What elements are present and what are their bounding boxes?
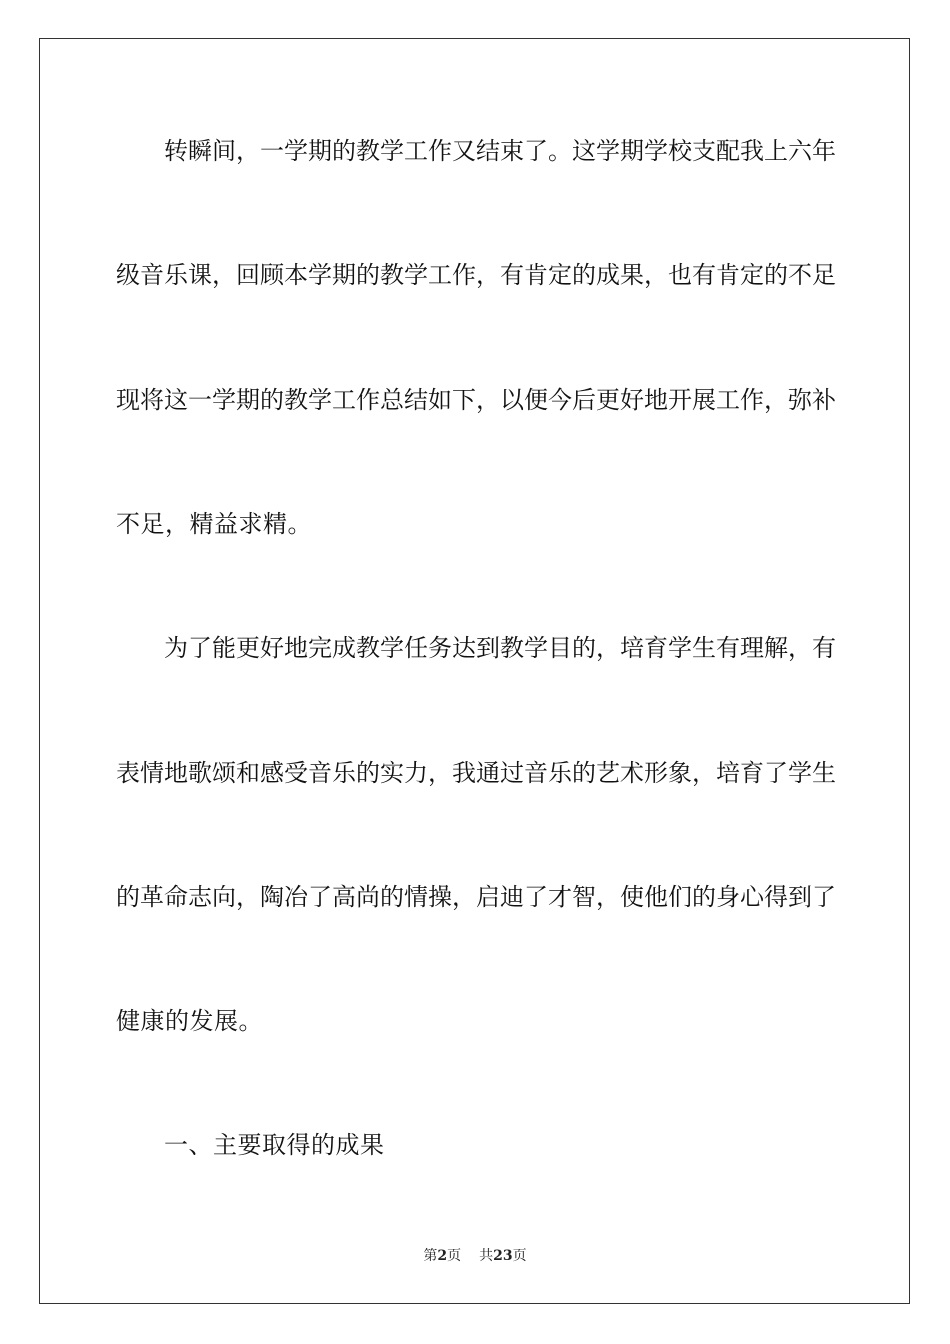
- footer-total-pages: 23: [493, 1248, 513, 1264]
- section-heading: 一、主要取得的成果: [164, 1131, 385, 1159]
- footer-page-number: 2: [437, 1248, 448, 1264]
- footer-page-suffix: 页: [447, 1248, 462, 1264]
- footer-page-prefix: 第: [423, 1248, 438, 1264]
- paragraph-2-line-3: 的革命志向，陶冶了高尚的情操，启迪了才智，使他们的身心得到了: [116, 883, 836, 911]
- footer-total-suffix: 页: [512, 1248, 527, 1264]
- page-footer: [0, 1246, 950, 1266]
- paragraph-1-line-3: 现将这一学期的教学工作总结如下，以便今后更好地开展工作，弥补: [116, 386, 836, 414]
- paragraph-1-line-4: 不足，精益求精。: [116, 510, 312, 538]
- page-frame: [39, 38, 910, 1304]
- paragraph-1-line-1: 转瞬间，一学期的教学工作又结束了。这学期学校支配我上六年: [164, 137, 836, 165]
- footer-total-prefix: 共: [479, 1248, 494, 1264]
- paragraph-2-line-4: 健康的发展。: [116, 1007, 263, 1035]
- paragraph-1-line-2: 级音乐课，回顾本学期的教学工作，有肯定的成果，也有肯定的不足: [116, 261, 836, 289]
- paragraph-2-line-2: 表情地歌颂和感受音乐的实力，我通过音乐的艺术形象，培育了学生: [116, 759, 836, 787]
- paragraph-2-line-1: 为了能更好地完成教学任务达到教学目的，培育学生有理解，有: [164, 634, 836, 662]
